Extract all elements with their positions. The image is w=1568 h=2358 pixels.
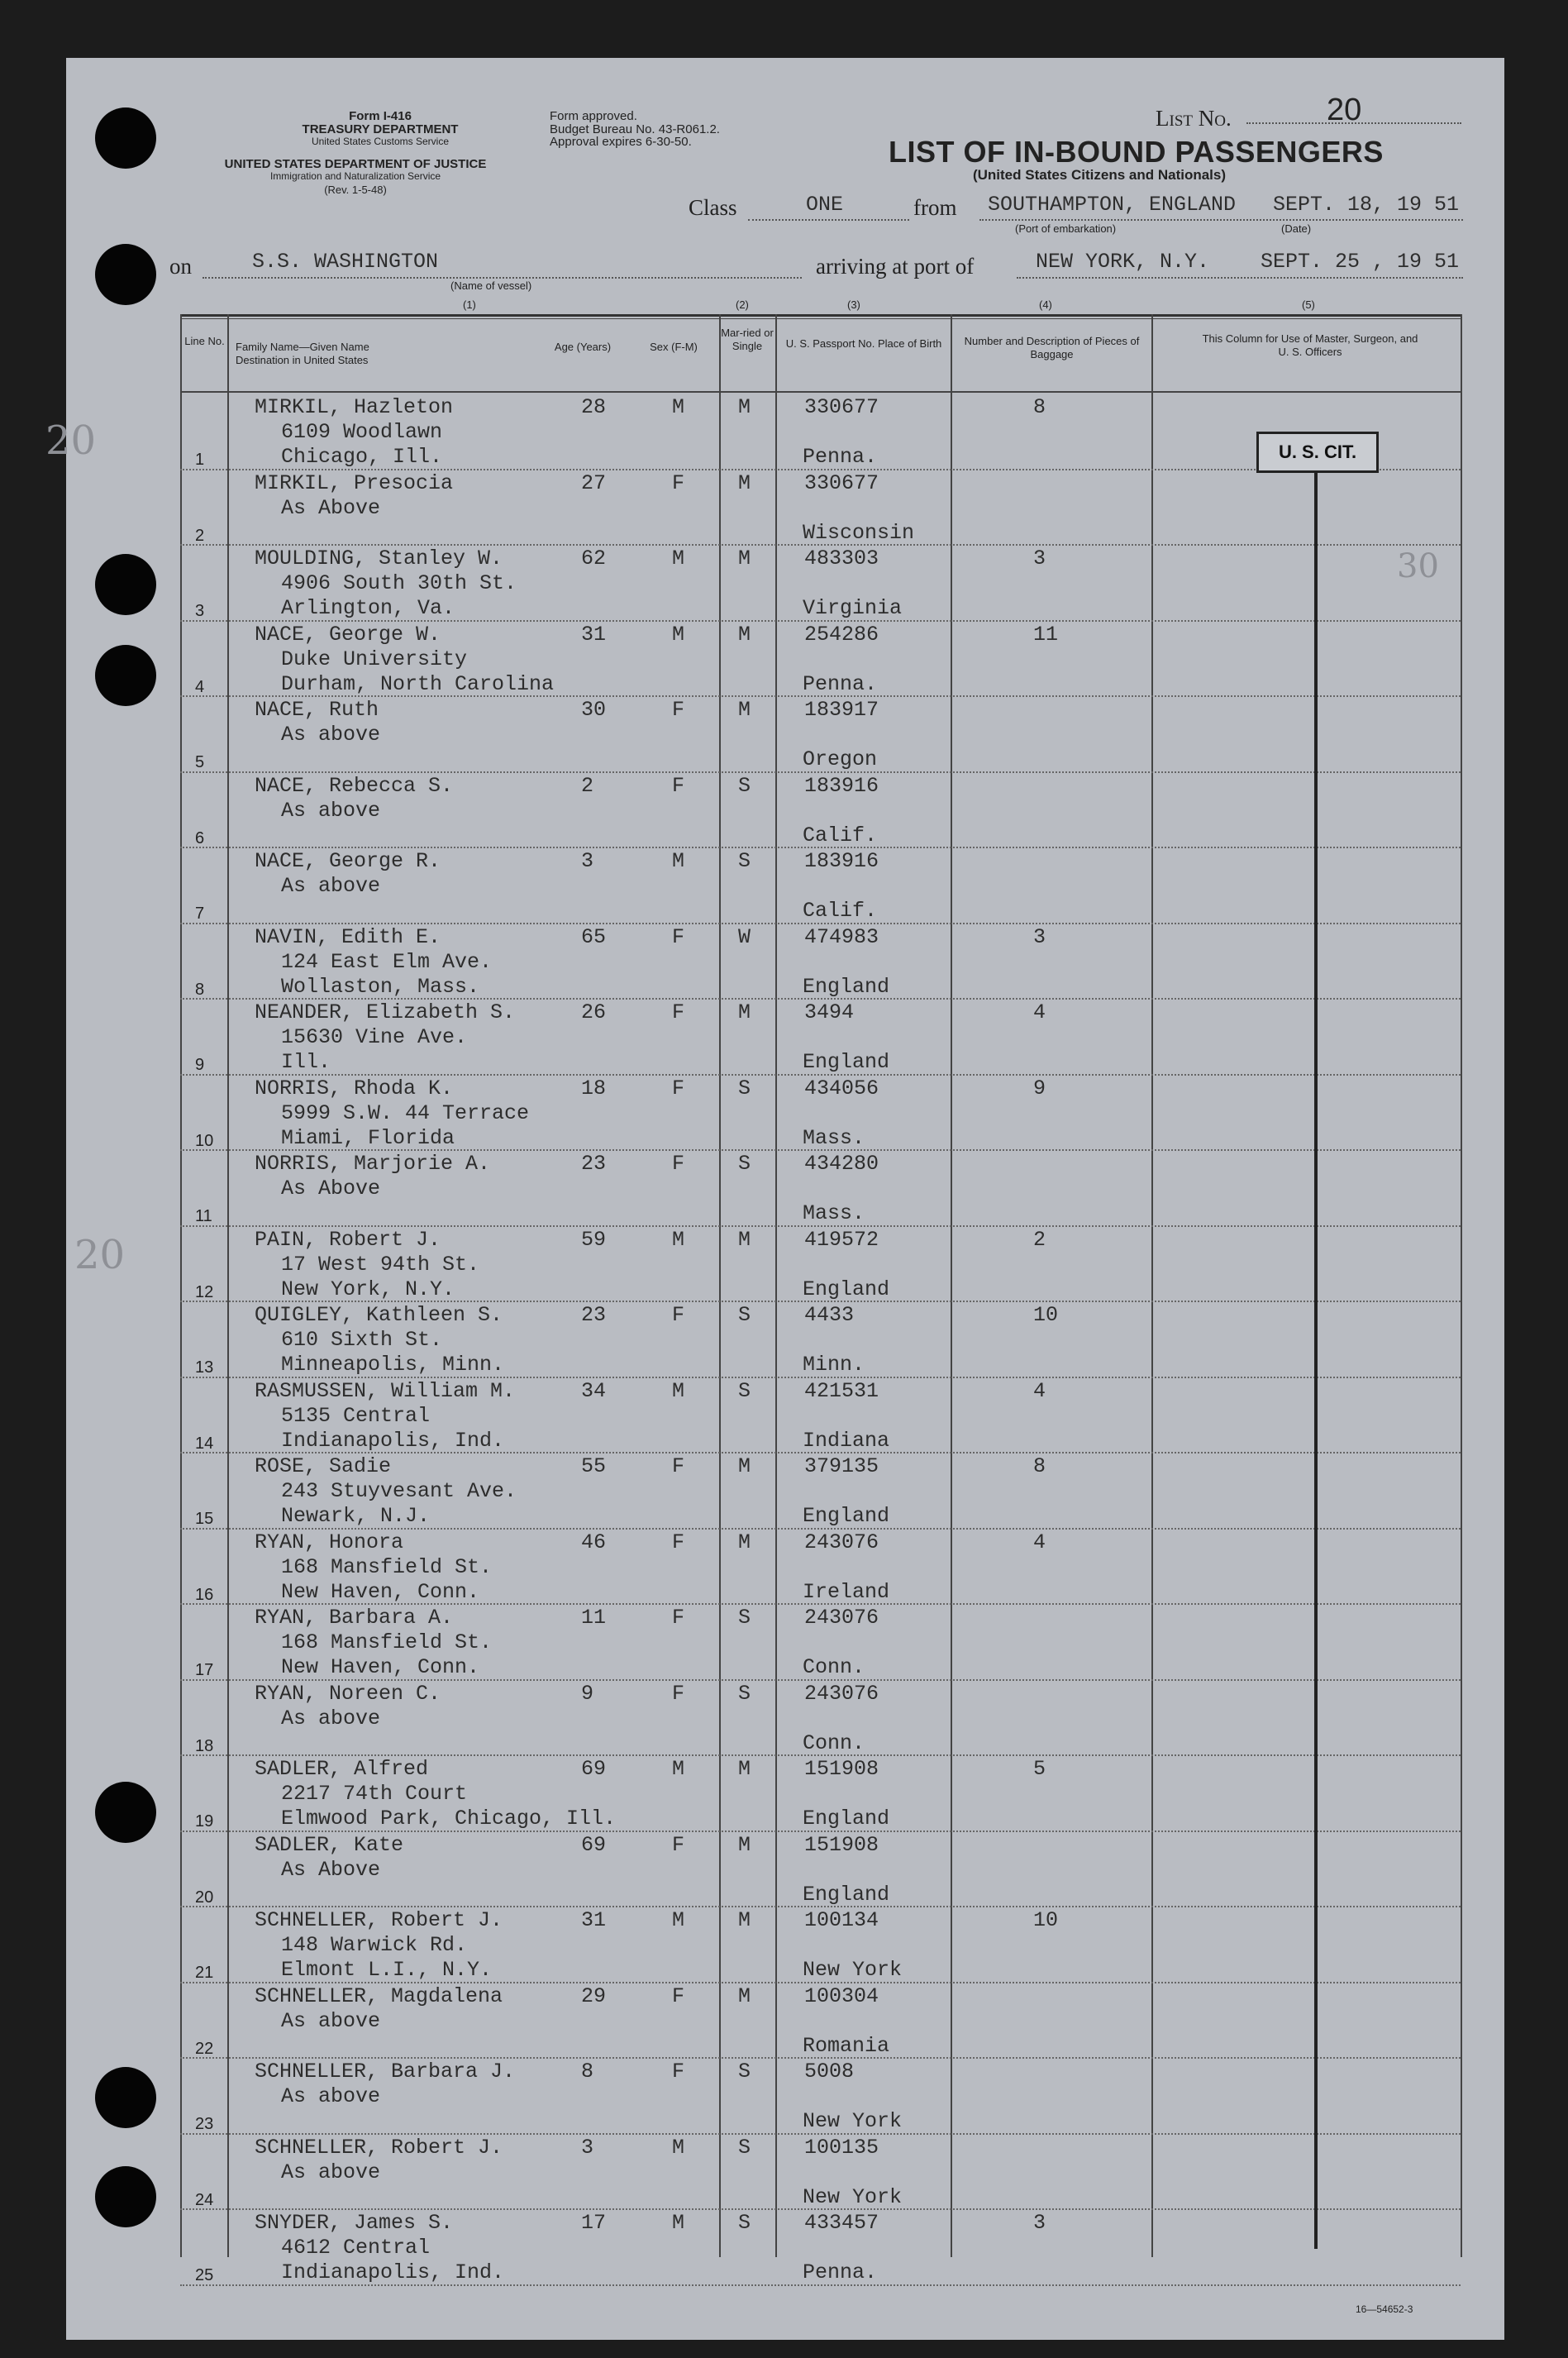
passenger-destination: 243 Stuyvesant Ave. Newark, N.J. <box>281 1479 517 1528</box>
passport-number: 474983 <box>804 924 879 949</box>
vessel-name: S.S. WASHINGTON <box>252 250 439 274</box>
passenger-age: 28 <box>581 395 607 419</box>
passenger-name: RYAN, Noreen C. <box>255 1681 441 1706</box>
passenger-sex: M <box>672 1908 685 1932</box>
marital-status: S <box>738 1303 751 1327</box>
marital-status: M <box>738 1000 751 1024</box>
passenger-name: ROSE, Sadie <box>255 1454 392 1478</box>
form-number: Form I-416 <box>349 109 412 123</box>
marital-status: S <box>738 1152 751 1176</box>
place-of-birth: England <box>803 1807 890 1831</box>
line-number: 16 <box>195 1585 214 1604</box>
line-number: 6 <box>195 828 205 847</box>
baggage-count: 4 <box>1033 1378 1046 1403</box>
marital-status: M <box>738 547 751 570</box>
place-of-birth: Penna. <box>803 671 878 696</box>
passenger-destination: 5135 Central Indianapolis, Ind. <box>281 1403 505 1453</box>
baggage-count: 2 <box>1033 1227 1046 1252</box>
form-approved: Form approved. <box>550 109 637 123</box>
ins-line: Immigration and Naturalization Service <box>269 170 441 182</box>
passenger-sex: F <box>672 2060 685 2084</box>
col-officers: This Column for Use of Master, Surgeon, and U. S. Officers <box>1202 332 1418 358</box>
arrival-port: NEW YORK, N.Y. <box>1036 250 1210 274</box>
passenger-name: NORRIS, Rhoda K. <box>255 1076 454 1100</box>
place-of-birth: Romania <box>803 2033 890 2058</box>
page-subtitle: (United States Citizens and Nationals) <box>972 167 1227 183</box>
passenger-name: SCHNELLER, Robert J. <box>255 2135 503 2160</box>
col-number-5: (5) <box>1302 298 1315 311</box>
baggage-count: 3 <box>1033 2211 1046 2235</box>
passport-number: 434280 <box>804 1152 879 1176</box>
passenger-sex: F <box>672 1076 685 1100</box>
from-label: from <box>913 195 957 220</box>
baggage-count: 3 <box>1033 924 1046 949</box>
passenger-sex: F <box>672 1681 685 1706</box>
passenger-age: 26 <box>581 1000 607 1024</box>
passenger-age: 31 <box>581 622 607 647</box>
marital-status: S <box>738 773 751 798</box>
line-number: 18 <box>195 1736 214 1755</box>
passenger-sex: F <box>672 698 685 722</box>
passport-number: 330677 <box>804 395 879 419</box>
passenger-destination: As above <box>281 2008 381 2033</box>
place-of-birth: Conn. <box>803 1655 865 1679</box>
place-of-birth: England <box>803 974 890 999</box>
baggage-count: 4 <box>1033 1000 1046 1024</box>
place-of-birth: England <box>803 1882 890 1907</box>
marital-status: M <box>738 1908 751 1932</box>
list-label: List No. <box>1156 106 1232 131</box>
marital-status: W <box>738 924 751 949</box>
col-number-3: (3) <box>847 298 860 311</box>
binder-hole <box>95 107 156 169</box>
passenger-sex: F <box>672 924 685 949</box>
passenger-age: 46 <box>581 1530 607 1554</box>
passenger-age: 18 <box>581 1076 607 1100</box>
passenger-age: 69 <box>581 1832 607 1857</box>
passport-number: 243076 <box>804 1606 879 1630</box>
marital-status: M <box>738 470 751 495</box>
place-of-birth: Indiana <box>803 1428 890 1453</box>
line-number: 23 <box>195 2115 214 2133</box>
passenger-age: 8 <box>581 2060 594 2084</box>
line-number: 11 <box>195 1207 212 1225</box>
place-of-birth: Wisconsin <box>803 520 915 545</box>
marital-status: S <box>738 1606 751 1630</box>
passenger-name: MIRKIL, Presocia <box>255 470 454 495</box>
passenger-sex: F <box>672 1454 685 1478</box>
passenger-sex: F <box>672 1606 685 1630</box>
passenger-destination: As above <box>281 1706 381 1730</box>
passenger-name: RASMUSSEN, William M. <box>255 1378 516 1403</box>
line-number: 22 <box>195 2039 214 2058</box>
line-number: 13 <box>195 1358 214 1377</box>
passenger-age: 65 <box>581 924 607 949</box>
revision: (Rev. 1-5-48) <box>324 184 387 196</box>
passport-number: 100134 <box>804 1908 879 1932</box>
passenger-sex: F <box>672 1530 685 1554</box>
passport-number: 421531 <box>804 1378 879 1403</box>
col-passport: U. S. Passport No. Place of Birth <box>785 337 942 350</box>
marital-status: M <box>738 395 751 419</box>
passenger-destination: As above <box>281 2160 381 2184</box>
passenger-destination: 17 West 94th St. New York, N.Y. <box>281 1252 480 1301</box>
passport-number: 434056 <box>804 1076 879 1100</box>
passenger-sex: M <box>672 2211 685 2235</box>
place-of-birth: New York <box>803 2184 903 2209</box>
passenger-destination: As above <box>281 798 381 823</box>
marital-status: M <box>738 698 751 722</box>
port-embark-caption: (Port of embarkation) <box>1015 222 1117 235</box>
place-of-birth: Mass. <box>803 1125 865 1150</box>
passenger-destination: 148 Warwick Rd. Elmont L.I., N.Y. <box>281 1933 493 1982</box>
passenger-destination: As Above <box>281 495 381 520</box>
passenger-name: SADLER, Alfred <box>255 1757 429 1781</box>
line-number: 17 <box>195 1661 214 1679</box>
line-number: 12 <box>195 1282 214 1301</box>
passenger-sex: F <box>672 470 685 495</box>
passport-number: 254286 <box>804 622 879 647</box>
passenger-destination: 2217 74th Court Elmwood Park, Chicago, Ill. <box>281 1782 617 1831</box>
marital-status: S <box>738 1076 751 1100</box>
passenger-name: RYAN, Honora <box>255 1530 404 1554</box>
passport-number: 100135 <box>804 2135 879 2160</box>
col-sex: Sex (F-M) <box>650 341 698 353</box>
pencil-mark: 20 <box>45 418 97 464</box>
passenger-name: NACE, Rebecca S. <box>255 773 454 798</box>
line-number: 20 <box>195 1888 214 1907</box>
passenger-name: MOULDING, Stanley W. <box>255 547 503 570</box>
passenger-age: 29 <box>581 1983 607 2008</box>
passenger-name: NACE, George W. <box>255 622 441 647</box>
passenger-age: 69 <box>581 1757 607 1781</box>
marital-status: M <box>738 1454 751 1478</box>
baggage-count: 8 <box>1033 395 1046 419</box>
passenger-sex: F <box>672 1303 685 1327</box>
passenger-destination: As Above <box>281 1177 381 1200</box>
from-date: SEPT. 18, 19 51 <box>1273 193 1460 217</box>
passport-number: 243076 <box>804 1681 879 1706</box>
passenger-name: NAVIN, Edith E. <box>255 924 441 949</box>
passport-number: 3494 <box>804 1000 855 1024</box>
line-number: 8 <box>195 980 205 999</box>
line-number: 14 <box>195 1434 214 1453</box>
passenger-name: QUIGLEY, Kathleen S. <box>255 1303 503 1327</box>
us-citizen-stamp: U. S. CIT. <box>1256 432 1379 473</box>
baggage-count: 11 <box>1033 622 1059 647</box>
line-number: 3 <box>195 602 205 620</box>
marital-status: M <box>738 1983 751 2008</box>
footer-code: 16—54652-3 <box>1356 2303 1413 2315</box>
passport-number: 183916 <box>804 773 879 798</box>
stamp-bracket-line <box>1314 471 1318 2249</box>
passport-number: 243076 <box>804 1530 879 1554</box>
baggage-count: 8 <box>1033 1454 1046 1478</box>
passenger-destination: As Above <box>281 1857 381 1882</box>
pencil-mark: 20 <box>74 1232 126 1278</box>
marital-status: M <box>738 1227 751 1252</box>
place-of-birth: England <box>803 1277 890 1301</box>
passenger-age: 9 <box>581 1681 594 1706</box>
place-of-birth: New York <box>803 2109 903 2133</box>
marital-status: M <box>738 1832 751 1857</box>
place-of-birth: Calif. <box>803 899 878 923</box>
place-of-birth: Oregon <box>803 747 878 771</box>
passenger-sex: M <box>672 622 685 647</box>
binder-hole <box>95 2166 156 2227</box>
class-value: ONE <box>806 193 844 217</box>
passenger-sex: M <box>672 1757 685 1781</box>
passenger-age: 31 <box>581 1908 607 1932</box>
passenger-sex: M <box>672 2135 685 2160</box>
passenger-sex: M <box>672 547 685 570</box>
place-of-birth: Penna. <box>803 445 878 469</box>
col-married: Mar-ried or Single <box>721 327 774 352</box>
passenger-name: NACE, Ruth <box>255 698 379 722</box>
passenger-age: 11 <box>581 1606 607 1630</box>
passenger-destination: As above <box>281 2084 381 2108</box>
passport-number: 330677 <box>804 470 879 495</box>
passenger-name: NORRIS, Marjorie A. <box>255 1152 491 1176</box>
passport-number: 151908 <box>804 1757 879 1781</box>
approval-expires: Approval expires 6-30-50. <box>550 135 692 149</box>
passport-number: 183917 <box>804 698 879 722</box>
marital-status: S <box>738 2060 751 2084</box>
passenger-destination: 4906 South 30th St. Arlington, Va. <box>281 571 517 620</box>
marital-status: S <box>738 849 751 873</box>
line-number: 10 <box>195 1131 214 1150</box>
place-of-birth: England <box>803 1504 890 1528</box>
passport-number: 379135 <box>804 1454 879 1478</box>
col-number-2: (2) <box>736 298 749 311</box>
line-number: 9 <box>195 1056 205 1074</box>
passenger-destination: Duke University Durham, North Carolina <box>281 647 555 696</box>
line-number: 7 <box>195 905 205 923</box>
on-label: on <box>169 254 192 279</box>
col-age: Age (Years) <box>554 341 612 353</box>
passenger-age: 55 <box>581 1454 607 1478</box>
place-of-birth: Calif. <box>803 823 878 847</box>
budget-bureau: Budget Bureau No. 43-R061.2. <box>550 122 720 136</box>
place-of-birth: Penna. <box>803 2260 878 2284</box>
place-of-birth: England <box>803 1050 890 1074</box>
binder-hole <box>95 1782 156 1843</box>
passenger-age: 23 <box>581 1303 607 1327</box>
marital-status: S <box>738 2135 751 2160</box>
passport-number: 100304 <box>804 1983 879 2008</box>
passenger-name: NACE, George R. <box>255 849 441 873</box>
passenger-sex: F <box>672 1983 685 2008</box>
col-line-no: Line No. <box>184 335 225 347</box>
marital-status: S <box>738 2211 751 2235</box>
passenger-name: SADLER, Kate <box>255 1832 404 1857</box>
from-port: SOUTHAMPTON, ENGLAND <box>988 193 1237 217</box>
passenger-name: NEANDER, Elizabeth S. <box>255 1000 516 1024</box>
passport-number: 4433 <box>804 1303 855 1327</box>
marital-status: M <box>738 1530 751 1554</box>
passenger-age: 30 <box>581 698 607 722</box>
binder-hole <box>95 554 156 615</box>
passport-number: 433457 <box>804 2211 879 2235</box>
passenger-name: MIRKIL, Hazleton <box>255 395 454 419</box>
passport-number: 151908 <box>804 1832 879 1857</box>
class-label: Class <box>689 195 737 220</box>
passenger-name: RYAN, Barbara A. <box>255 1606 454 1630</box>
line-number: 24 <box>195 2190 214 2209</box>
justice-dept: UNITED STATES DEPARTMENT OF JUSTICE <box>224 157 487 171</box>
marital-status: S <box>738 1681 751 1706</box>
passenger-age: 27 <box>581 470 607 495</box>
baggage-count: 3 <box>1033 547 1046 570</box>
line-number: 2 <box>195 526 205 545</box>
passenger-age: 17 <box>581 2211 607 2235</box>
place-of-birth: Conn. <box>803 1730 865 1755</box>
marital-status: M <box>738 1757 751 1781</box>
passenger-sex: F <box>672 1000 685 1024</box>
passenger-age: 62 <box>581 547 607 570</box>
passenger-destination: As above <box>281 723 381 747</box>
col-name: Family Name—Given Name Destination in United States <box>236 341 369 366</box>
passenger-age: 59 <box>581 1227 607 1252</box>
baggage-count: 10 <box>1033 1303 1059 1327</box>
passenger-name: PAIN, Robert J. <box>255 1227 441 1252</box>
passenger-destination: 4612 Central Indianapolis, Ind. <box>281 2236 505 2284</box>
passenger-age: 2 <box>581 773 594 798</box>
binder-hole <box>95 244 156 305</box>
line-number: 19 <box>195 1812 214 1831</box>
passenger-destination: 5999 S.W. 44 Terrace Miami, Florida <box>281 1100 530 1150</box>
passenger-destination: 168 Mansfield St. New Haven, Conn. <box>281 1630 493 1679</box>
col-baggage: Number and Description of Pieces of Baggage <box>964 335 1140 360</box>
treasury-dept: TREASURY DEPARTMENT <box>302 122 459 136</box>
place-of-birth: Virginia <box>803 596 903 620</box>
marital-status: S <box>738 1378 751 1403</box>
line-number: 15 <box>195 1510 214 1528</box>
passenger-destination: 15630 Vine Ave. Ill. <box>281 1025 468 1074</box>
col-number-1: (1) <box>463 298 476 311</box>
place-of-birth: Mass. <box>803 1201 865 1225</box>
passenger-destination: As above <box>281 874 381 898</box>
baggage-count: 4 <box>1033 1530 1046 1554</box>
vessel-caption: (Name of vessel) <box>450 279 532 292</box>
passenger-age: 34 <box>581 1378 607 1403</box>
arriving-label: arriving at port of <box>816 254 975 279</box>
passenger-sex: M <box>672 849 685 873</box>
page-title: LIST OF IN-BOUND PASSENGERS <box>889 135 1384 169</box>
baggage-count: 10 <box>1033 1908 1059 1932</box>
passenger-name: SNYDER, James S. <box>255 2211 454 2235</box>
passport-number: 483303 <box>804 547 879 570</box>
passenger-destination: 6109 Woodlawn Chicago, Ill. <box>281 420 443 469</box>
passenger-destination: 124 East Elm Ave. Wollaston, Mass. <box>281 949 493 999</box>
marital-status: M <box>738 622 751 647</box>
customs-service: United States Customs Service <box>311 136 450 147</box>
binder-hole <box>95 645 156 706</box>
place-of-birth: Minn. <box>803 1353 865 1377</box>
passenger-sex: M <box>672 1378 685 1403</box>
place-of-birth: New York <box>803 1958 903 1982</box>
date-caption: (Date) <box>1281 222 1312 235</box>
passenger-age: 3 <box>581 2135 594 2160</box>
baggage-count: 5 <box>1033 1757 1046 1781</box>
passport-number: 419572 <box>804 1227 879 1252</box>
binder-hole <box>95 2067 156 2128</box>
passenger-destination: 168 Mansfield St. New Haven, Conn. <box>281 1554 493 1604</box>
line-number: 21 <box>195 1964 214 1982</box>
line-number: 4 <box>195 677 205 696</box>
passenger-sex: M <box>672 1227 685 1252</box>
line-number: 1 <box>195 451 205 469</box>
line-number: 5 <box>195 753 205 771</box>
passenger-age: 23 <box>581 1152 607 1176</box>
arrival-date: SEPT. 25 , 19 51 <box>1261 250 1460 274</box>
passenger-age: 3 <box>581 849 594 873</box>
passport-number: 183916 <box>804 849 879 873</box>
line-number: 25 <box>195 2266 214 2284</box>
baggage-count: 9 <box>1033 1076 1046 1100</box>
list-number: 20 <box>1327 93 1362 127</box>
passenger-sex: F <box>672 1832 685 1857</box>
passport-number: 5008 <box>804 2060 855 2084</box>
passenger-sex: F <box>672 1152 685 1176</box>
col-number-4: (4) <box>1039 298 1052 311</box>
passenger-sex: F <box>672 773 685 798</box>
pencil-mark: 30 <box>1397 547 1439 585</box>
place-of-birth: Ireland <box>803 1579 890 1604</box>
passenger-destination: 610 Sixth St. Minneapolis, Minn. <box>281 1328 505 1377</box>
passenger-name: SCHNELLER, Robert J. <box>255 1908 503 1932</box>
passenger-name: SCHNELLER, Barbara J. <box>255 2060 516 2084</box>
passenger-sex: M <box>672 395 685 419</box>
passenger-name: SCHNELLER, Magdalena <box>255 1983 503 2008</box>
